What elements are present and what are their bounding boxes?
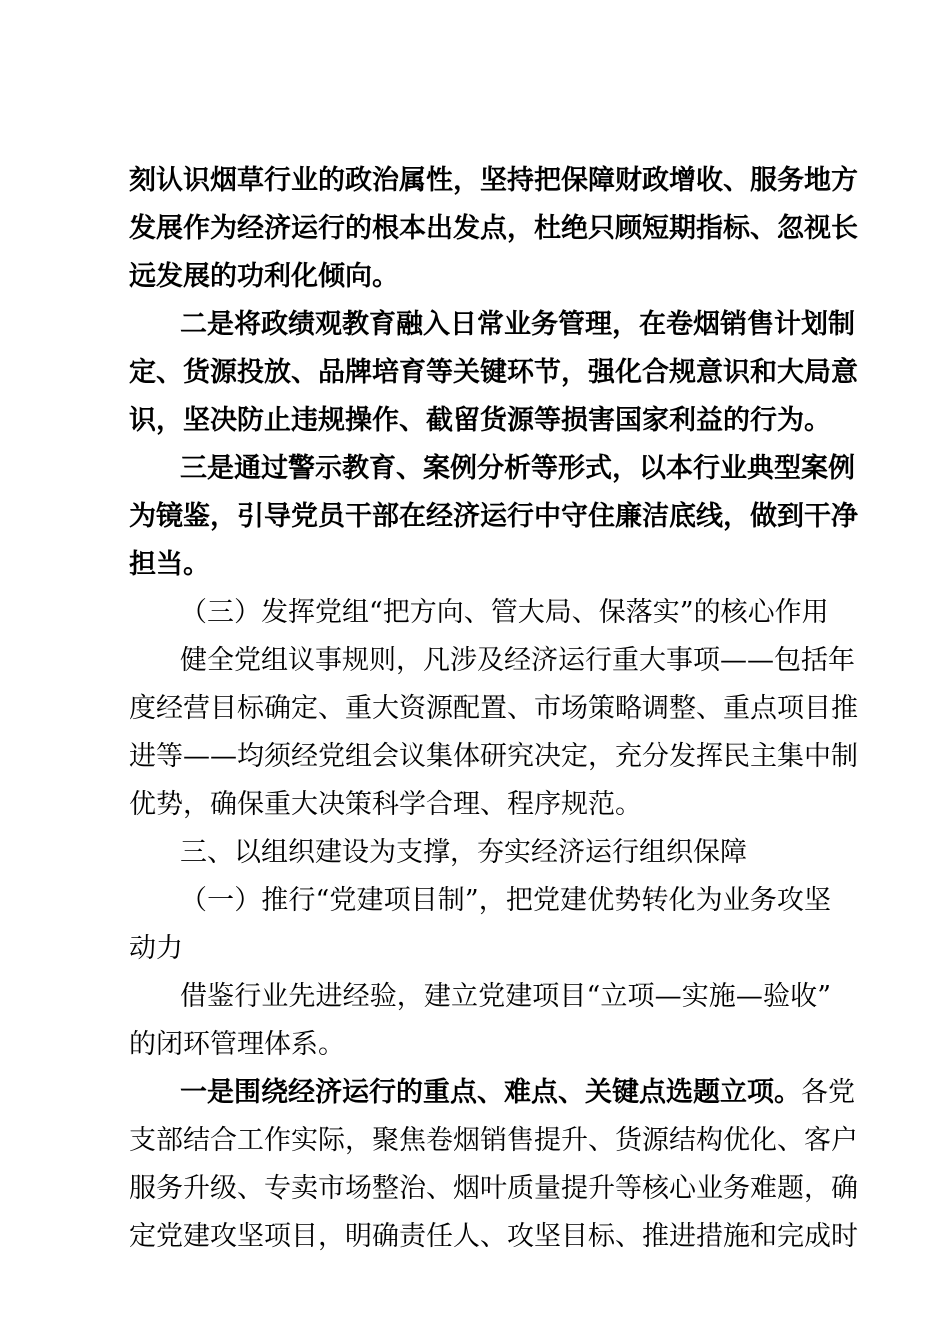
paragraph-line: 优势，确保重大决策科学合理、程序规范。 xyxy=(129,789,642,820)
paragraph-line: 支部结合工作实际，聚焦卷烟销售提升、货源结构优化、客户 xyxy=(129,1125,858,1156)
paragraph-line: 健全党组议事规则，凡涉及经济运行重大事项——包括年 xyxy=(180,645,855,676)
paragraph-line: 借鉴行业先进经验，建立党建项目“立项—实施—验收” xyxy=(180,981,831,1012)
paragraph-line: 定、货源投放、品牌培育等关键环节，强化合规意识和大局意 xyxy=(129,357,858,388)
paragraph-line: 识，坚决防止违规操作、截留货源等损害国家利益的行为。 xyxy=(129,405,831,436)
section-heading: （三）发挥党组“把方向、管大局、保落实”的核心作用 xyxy=(180,597,829,628)
paragraph-line: 服务升级、专卖市场整治、烟叶质量提升等核心业务难题，确 xyxy=(129,1173,858,1204)
paragraph-line: 三是通过警示教育、案例分析等形式，以本行业典型案例 xyxy=(180,453,855,484)
paragraph-line: 二是将政绩观教育融入日常业务管理，在卷烟销售计划制 xyxy=(180,309,855,340)
subsection-heading: （一）推行“党建项目制”，把党建优势转化为业务攻坚 xyxy=(180,885,831,916)
paragraph-line: 定党建攻坚项目，明确责任人、攻坚目标、推进措施和完成时 xyxy=(129,1221,858,1252)
subsection-heading: 动力 xyxy=(129,933,183,964)
bold-lead-sentence: 一是围绕经济运行的重点、难点、关键点选题立项。 xyxy=(180,1077,801,1108)
paragraph-line: 担当。 xyxy=(129,549,210,580)
paragraph-line xyxy=(180,1069,855,1117)
paragraph-line: 进等——均须经党组会议集体研究决定，充分发挥民主集中制 xyxy=(129,741,858,772)
paragraph-line: 发展作为经济运行的根本出发点，杜绝只顾短期指标、忽视长 xyxy=(129,213,858,244)
section-heading: 三、以组织建设为支撑，夯实经济运行组织保障 xyxy=(180,837,747,868)
paragraph-line: 刻认识烟草行业的政治属性，坚持把保障财政增收、服务地方 xyxy=(129,165,858,196)
paragraph-line: 的闭环管理体系。 xyxy=(129,1029,345,1060)
paragraph-line: 度经营目标确定、重大资源配置、市场策略调整、重点项目推 xyxy=(129,693,858,724)
paragraph-line: 为镜鉴，引导党员干部在经济运行中守住廉洁底线，做到干净 xyxy=(129,501,858,532)
paragraph-line: 远发展的功利化倾向。 xyxy=(129,261,399,292)
paragraph-continuation: 各党 xyxy=(801,1077,855,1108)
